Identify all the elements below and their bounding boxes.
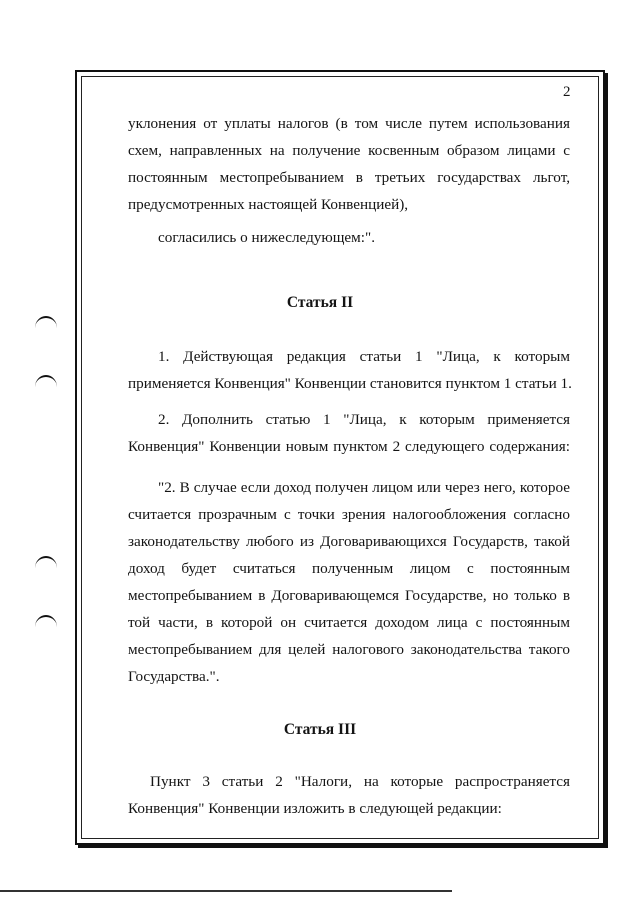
paragraph-line: Конвенция" Конвенции изложить в следующей редакции: [128, 800, 502, 817]
intro-line: уклонения от уплаты налогов (в том числе путем использования [128, 115, 570, 132]
paragraph-line: Пункт 3 статьи 2 "Налоги, на которые распространяется [150, 773, 570, 790]
article-2-paragraph-1 [128, 343, 570, 397]
article-3-heading: Статья III [283, 721, 357, 738]
binding-mark [35, 316, 57, 328]
paragraph-line: 1. Действующая редакция статьи 1 "Лица, к которым [158, 348, 570, 365]
article-2-heading: Статья II [286, 294, 354, 311]
quote-line: той части, в которой он считается доходом лица с постоянным [128, 614, 570, 631]
binding-mark [35, 556, 57, 568]
frame-shadow-bottom [78, 845, 608, 848]
quote-line: считается прозрачным с точки зрения налогообложения согласно [128, 506, 570, 523]
binding-mark [35, 615, 57, 627]
article-3-paragraph-1 [128, 768, 570, 822]
quote-line: Государства.". [128, 668, 220, 685]
article-2-paragraph-2 [128, 406, 570, 460]
article-2-quote [128, 474, 570, 690]
quote-line: "2. В случае если доход получен лицом или через него, которое [158, 479, 570, 496]
intro-line: предусмотренных настоящей Конвенцией), [128, 196, 409, 213]
quote-line: местопребыванием для целей налогового законодательства такого [128, 641, 570, 658]
intro-paragraph [128, 110, 570, 218]
paragraph-line: применяется Конвенция" Конвенции становится пунктом 1 статьи 1. [128, 375, 572, 392]
quote-line: законодательству любого из Договаривающихся Государств, такой [128, 533, 570, 550]
binding-mark [35, 375, 57, 387]
agreed-text: согласились о нижеследующем:". [158, 229, 375, 246]
quote-line: местопребыванием в Договаривающемся Государстве, но только в [128, 587, 570, 604]
paragraph-line: 2. Дополнить статью 1 "Лица, к которым применяется [158, 411, 570, 428]
quote-line: доход будет считаться полученным лицом с постоянным [128, 560, 570, 577]
intro-line: схем, направленных на получение косвенным образом лицами с [128, 142, 570, 159]
page-number: 2 [563, 84, 571, 100]
paragraph-line: Конвенция" Конвенции новым пунктом 2 следующего содержания: [128, 438, 570, 455]
bottom-scan-edge [0, 890, 452, 892]
intro-line: постоянным местопребыванием в третьих государствах льгот, [128, 169, 570, 186]
